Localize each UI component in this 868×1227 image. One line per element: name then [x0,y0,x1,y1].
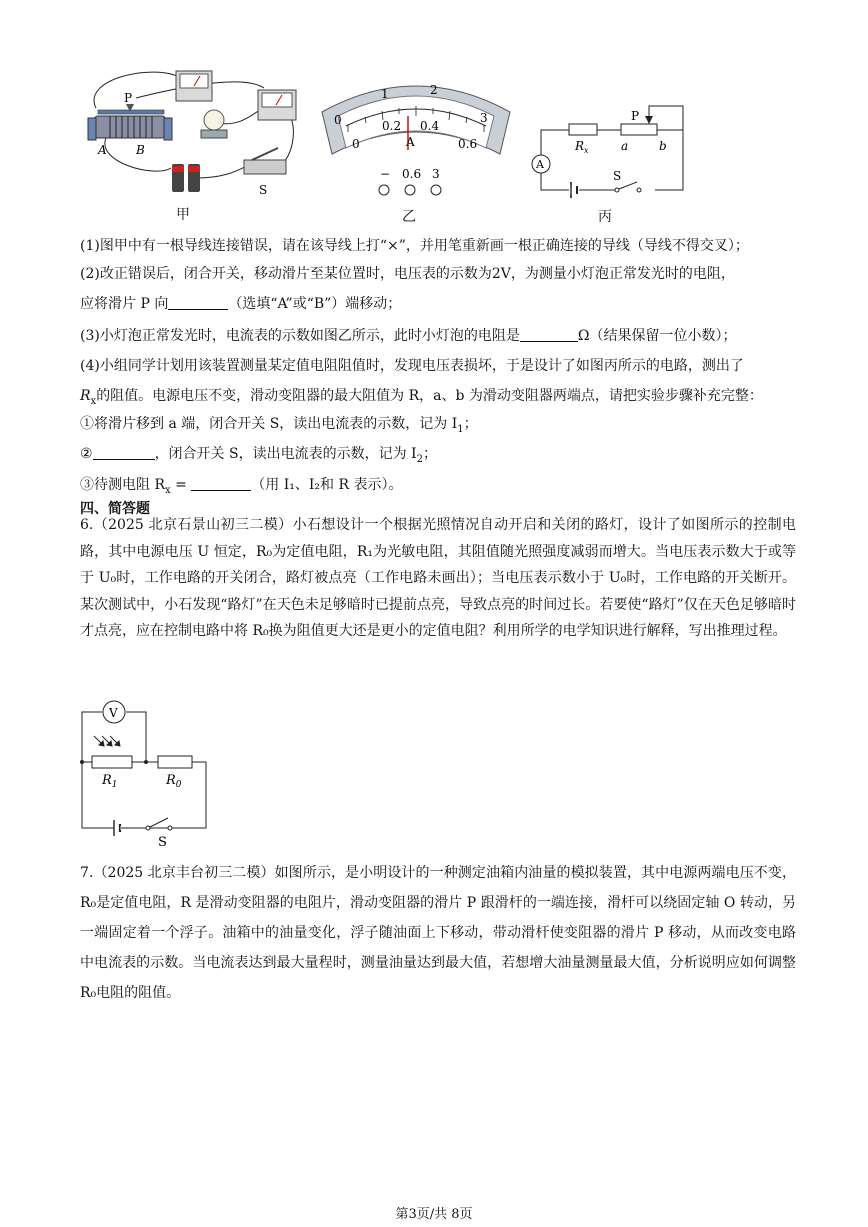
terminal-3: 3 [432,167,440,181]
figure-yi-ammeter-dial [318,72,514,212]
figure-jia-circuit-photo [76,68,301,203]
q6-text: 6.（2025 北京石景山初三二模）小石想设计一个根据光照情况自动开启和关闭的路灯，设计了如图所示的控制电路，其中电源电压 U 恒定，R₀为定值电阻，R₁为光敏电阻，其阻值随光照强度减弱而增大。当电压表示数大于或等于 U₀时，工作电路的开关闭合，路灯被点亮（工作电路未画出）；当电压表示数小于 U₀时，工作电路的开关断开。某次测试中，小石发现“路灯”在天色未足够暗时已提前点亮，导致点亮的时间过长。若要使“路灯”仅在天色足够暗时才点亮，应在控制电路中将 R₀换为阻值更大还是更小的定值电阻？利用所学的电学知识进行解释，写出推理过程。 [80,517,796,640]
label-B: B [136,143,145,157]
q5-part4-line2: $R_x$的阻值。电源电压不变，滑动变阻器的最大阻值为 R，a、b 为滑动变阻器两端点，请把实验步骤补充完整： [80,388,763,407]
q7-text: 7.（2025 北京丰台初三二模）如图所示，是小明设计的一种测定油箱内油量的模拟装置，其中电源两端电压不变，R₀是定值电阻，R 是滑动变阻器的电阻片，滑动变阻器的滑片 P 跟滑杆的一端连接，滑杆可以绕固定轴 O 转动，另一端固定着一个浮子。油箱中的油量变化，浮子随油面上下移动，带动滑杆使变阻器的滑片 P 移动，从而改变电路中电流表的示数。当电流表达到最大量程时，测量油量达到最大值，若想增大油量测量最大值，分析说明应如何调整 R₀电阻的阻值。 [80,865,796,1001]
answer-blank-direction[interactable] [168,295,228,310]
figure-bing-circuit [525,100,695,206]
q5-step1: ①将滑片移到 a 端，闭合开关 S，读出电流表的示数，记为 $I_1$； [80,416,478,435]
bing-label-a: a [621,139,629,153]
figure-q6-circuit [78,700,218,850]
dial-top-1: 1 [381,87,389,101]
dial-bottom-0: 0 [352,137,360,151]
label-P: P [124,91,133,105]
bing-label-S: S [613,169,622,183]
dial-top-0: 0 [334,113,342,127]
q5-part4-line1: (4)小组同学计划用该装置测量某定值电阻阻值时，发现电压表损坏，于是设计了如图丙所示的电路，测出了 [80,358,744,374]
terminal-minus: − [380,167,391,181]
caption-jia: 甲 [176,207,190,223]
bing-label-Rx: $R_x$ [575,139,589,155]
bing-label-b: b [659,139,667,153]
q5-part3: (3)小灯泡正常发光时，电流表的示数如图乙所示，此时小灯泡的电阻是 Ω（结果保留一位小数）； [80,328,737,344]
bing-label-A: A [536,158,544,171]
answer-blank-step2[interactable] [93,445,155,460]
answer-blank-rx-formula[interactable] [191,476,251,491]
section-heading: 四、简答题 [80,501,150,517]
q5-step3: ③待测电阻 $R_x$ = （用 I₁、I₂和 R 表示）。 [80,477,403,496]
answer-blank-resistance[interactable] [520,327,578,342]
dial-bottom-0.2: 0.2 [382,119,402,133]
dial-top-3: 3 [480,111,488,125]
q5-step2: ② ，闭合开关 S，读出电流表的示数，记为 $I_2$； [80,446,437,465]
q6-label-V: V [109,706,118,720]
dial-top-2: 2 [430,83,438,97]
q5-part2-line2: 应将滑片 P 向 （选填“A”或“B”）端移动； [80,296,402,312]
q6-label-R1: $R_1$ [102,773,118,790]
q6-label-R0: $R_0$ [166,773,182,790]
bing-label-P: P [631,109,640,123]
dial-bottom-0.6: 0.6 [458,137,478,151]
q6-label-S: S [158,835,167,850]
q5-part1: (1)图甲中有一根导线连接错误，请在该导线上打“×”，并用笔重新画一根正确连接的导线（导线不得交叉）； [80,238,749,254]
caption-bing: 丙 [598,209,612,225]
q5-part2-line1: (2)改正错误后，闭合开关，移动滑片至某位置时，电压表的示数为2V，为测量小灯泡正常发光时的电阻， [80,266,735,282]
dial-unit: A [406,135,415,149]
caption-yi: 乙 [402,209,416,225]
dial-bottom-0.4: 0.4 [420,119,440,133]
label-S: S [259,183,268,197]
page-footer: 第3页/共 8页 [395,1207,473,1222]
label-A: A [98,143,107,157]
terminal-0.6: 0.6 [402,167,422,181]
